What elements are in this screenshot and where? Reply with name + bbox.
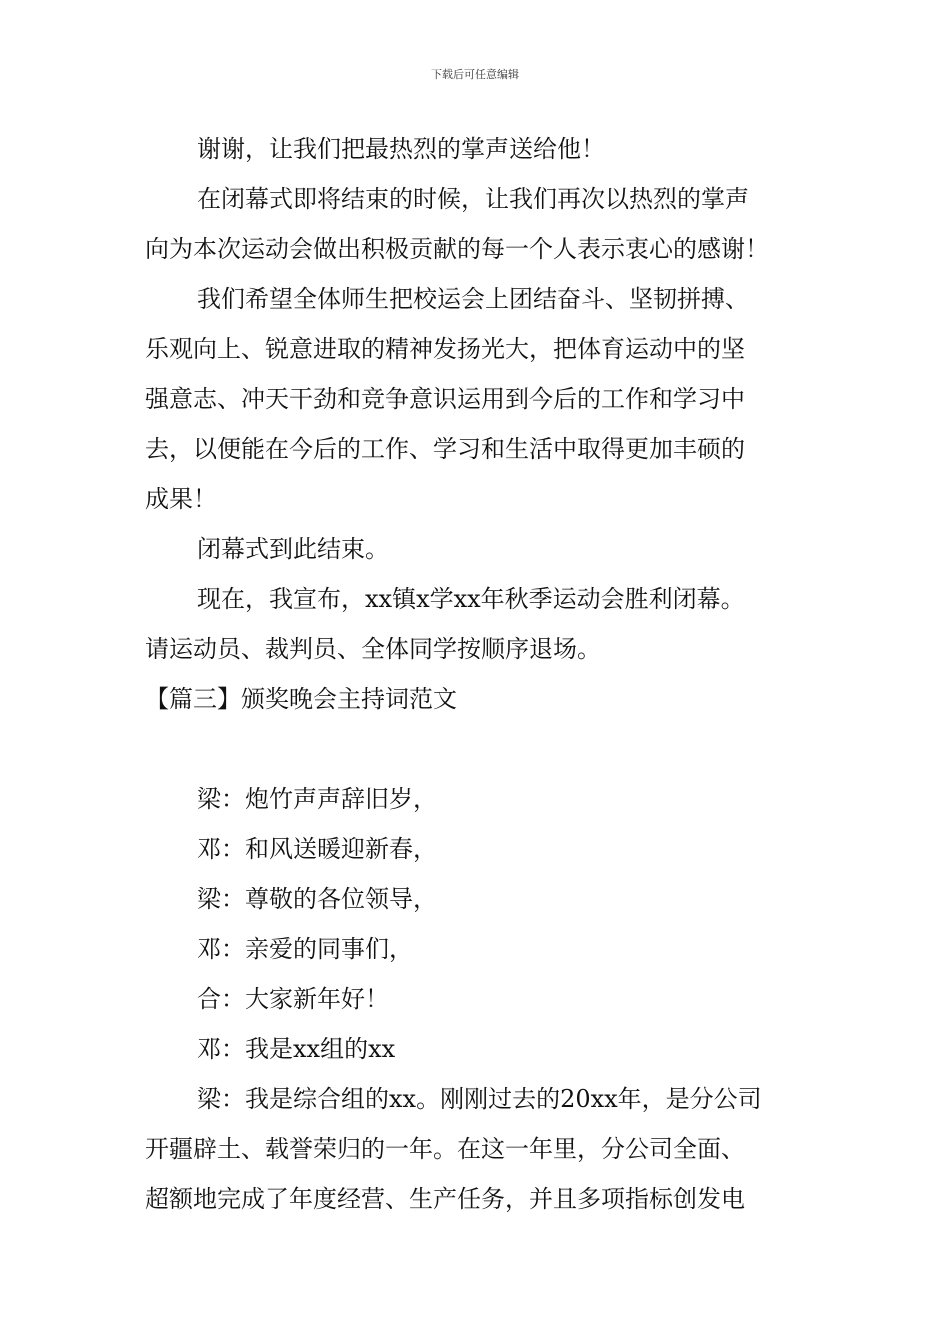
paragraph-line: 向为本次运动会做出积极贡献的每一个人表示衷心的感谢！ — [145, 235, 769, 263]
paragraph-line: 乐观向上、锐意进取的精神发扬光大，把体育运动中的坚 — [145, 335, 745, 363]
dialogue-line: 邓：我是xx组的xx — [197, 1035, 396, 1063]
paragraph-line: 我们希望全体师生把校运会上团结奋斗、坚韧拼搏、 — [197, 285, 749, 313]
document-body — [145, 124, 810, 1224]
dialogue-line: 邓：亲爱的同事们， — [197, 935, 413, 963]
dialogue-line: 合：大家新年好！ — [197, 985, 389, 1013]
section-heading: 【篇三】颁奖晚会主持词范文 — [145, 685, 457, 713]
paragraph-line: 谢谢，让我们把最热烈的掌声送给他！ — [197, 135, 605, 163]
dialogue-line: 梁：炮竹声声辞旧岁， — [197, 785, 437, 813]
dialogue-line: 梁：尊敬的各位领导， — [197, 885, 437, 913]
paragraph-line: 成果！ — [145, 485, 217, 513]
paragraph-line: 请运动员、裁判员、全体同学按顺序退场。 — [145, 635, 601, 663]
paragraph-line: 在闭幕式即将结束的时候，让我们再次以热烈的掌声 — [197, 185, 749, 213]
dialogue-line: 邓：和风送暖迎新春， — [197, 835, 437, 863]
dialogue-line: 梁：我是综合组的xx。刚刚过去的20xx年，是分公司 — [197, 1085, 762, 1113]
blank-line — [145, 724, 810, 774]
page-header: 下载后可任意编辑 — [431, 68, 519, 81]
paragraph-line: 闭幕式到此结束。 — [197, 535, 389, 563]
paragraph-line: 开疆辟土、载誉荣归的一年。在这一年里，分公司全面、 — [145, 1135, 745, 1163]
paragraph-line: 去，以便能在今后的工作、学习和生活中取得更加丰硕的 — [145, 435, 745, 463]
paragraph-line: 超额地完成了年度经营、生产任务，并且多项指标创发电 — [145, 1185, 745, 1213]
paragraph-line: 现在，我宣布，xx镇x学xx年秋季运动会胜利闭幕。 — [197, 585, 745, 613]
paragraph-line: 强意志、冲天干劲和竞争意识运用到今后的工作和学习中 — [145, 385, 745, 413]
